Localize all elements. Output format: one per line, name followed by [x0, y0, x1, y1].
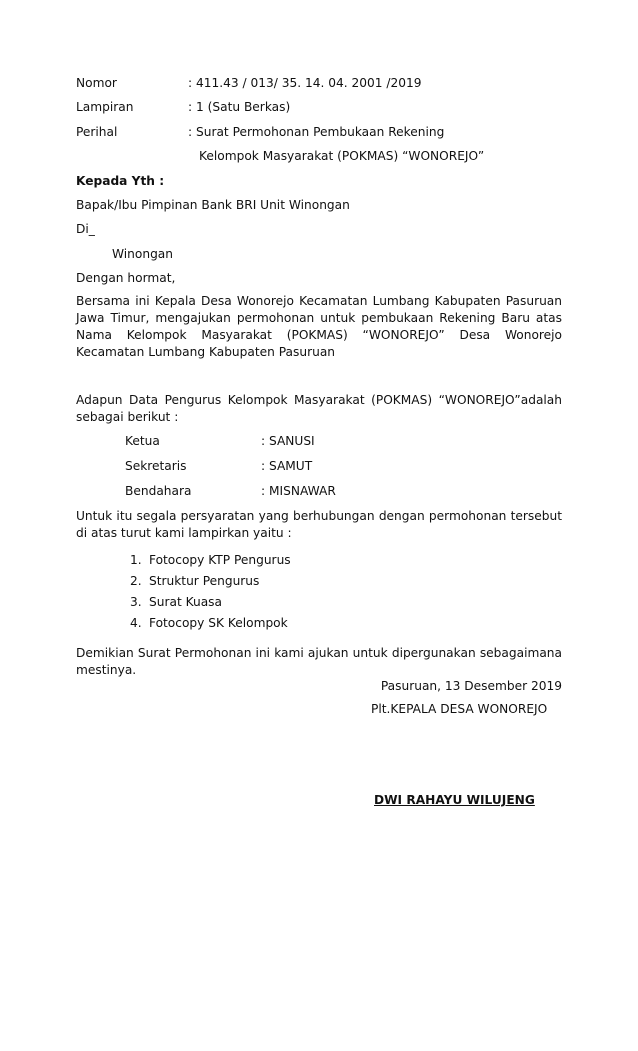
signatory-title: Plt.KEPALA DESA WONOREJO	[371, 702, 548, 716]
officer-name-ketua: : SANUSI	[261, 434, 315, 448]
attachment-item: Surat Kuasa	[149, 595, 222, 609]
nomor-value: : 411.43 / 013/ 35. 14. 04. 2001 /2019	[188, 76, 422, 90]
officer-role-sekretaris: Sekretaris	[125, 459, 187, 473]
lampiran-value: : 1 (Satu Berkas)	[188, 100, 291, 114]
lampiran-label: Lampiran	[76, 100, 134, 114]
attachment-num: 3.	[130, 595, 142, 609]
officer-role-ketua: Ketua	[125, 434, 160, 448]
attachment-item: Fotocopy SK Kelompok	[149, 616, 288, 630]
officer-role-bendahara: Bendahara	[125, 484, 192, 498]
recipient-di: Di_	[76, 222, 95, 236]
perihal-value-line2: Kelompok Masyarakat (POKMAS) “WONOREJO”	[199, 149, 485, 163]
recipient-name: Bapak/Ibu Pimpinan Bank BRI Unit Winongan	[76, 198, 350, 212]
attachment-item: Fotocopy KTP Pengurus	[149, 553, 291, 567]
attachment-num: 1.	[130, 553, 142, 567]
attachment-num: 2.	[130, 574, 142, 588]
recipient-place: Winongan	[112, 247, 174, 261]
signatory-name: DWI RAHAYU WILUJENG	[374, 793, 535, 807]
kepada-heading: Kepada Yth :	[76, 174, 165, 188]
attachment-num: 4.	[130, 616, 142, 630]
officer-name-bendahara: : MISNAWAR	[261, 484, 336, 498]
attachment-item: Struktur Pengurus	[149, 574, 260, 588]
paragraph-intro: Bersama ini Kepala Desa Wonorejo Kecamatan Lumbang Kabupaten Pasuruan Jawa Timur, mengajukan permohonan untuk pembukaan Rekening Baru atas Nama Kelompok Masyarakat (POKMAS) “WONOREJO” Desa Wonorejo Kecamatan Lumbang Kabupaten Pasuruan	[76, 294, 562, 359]
closing-paragraph: Demikian Surat Permohonan ini kami ajukan untuk dipergunakan sebagaimana mestinya.	[76, 646, 562, 677]
perihal-value: : Surat Permohonan Pembukaan Rekening	[188, 125, 445, 139]
nomor-label: Nomor	[76, 76, 117, 90]
officer-name-sekretaris: : SAMUT	[261, 459, 313, 473]
perihal-label: Perihal	[76, 125, 118, 139]
greeting: Dengan hormat,	[76, 271, 176, 285]
paragraph-officers-intro: Adapun Data Pengurus Kelompok Masyarakat (POKMAS) “WONOREJO”adalah sebagai berikut :	[76, 393, 562, 424]
paragraph-requirements: Untuk itu segala persyaratan yang berhubungan dengan permohonan tersebut di atas turut kami lampirkan yaitu :	[76, 509, 562, 540]
place-date: Pasuruan, 13 Desember 2019	[380, 679, 562, 693]
